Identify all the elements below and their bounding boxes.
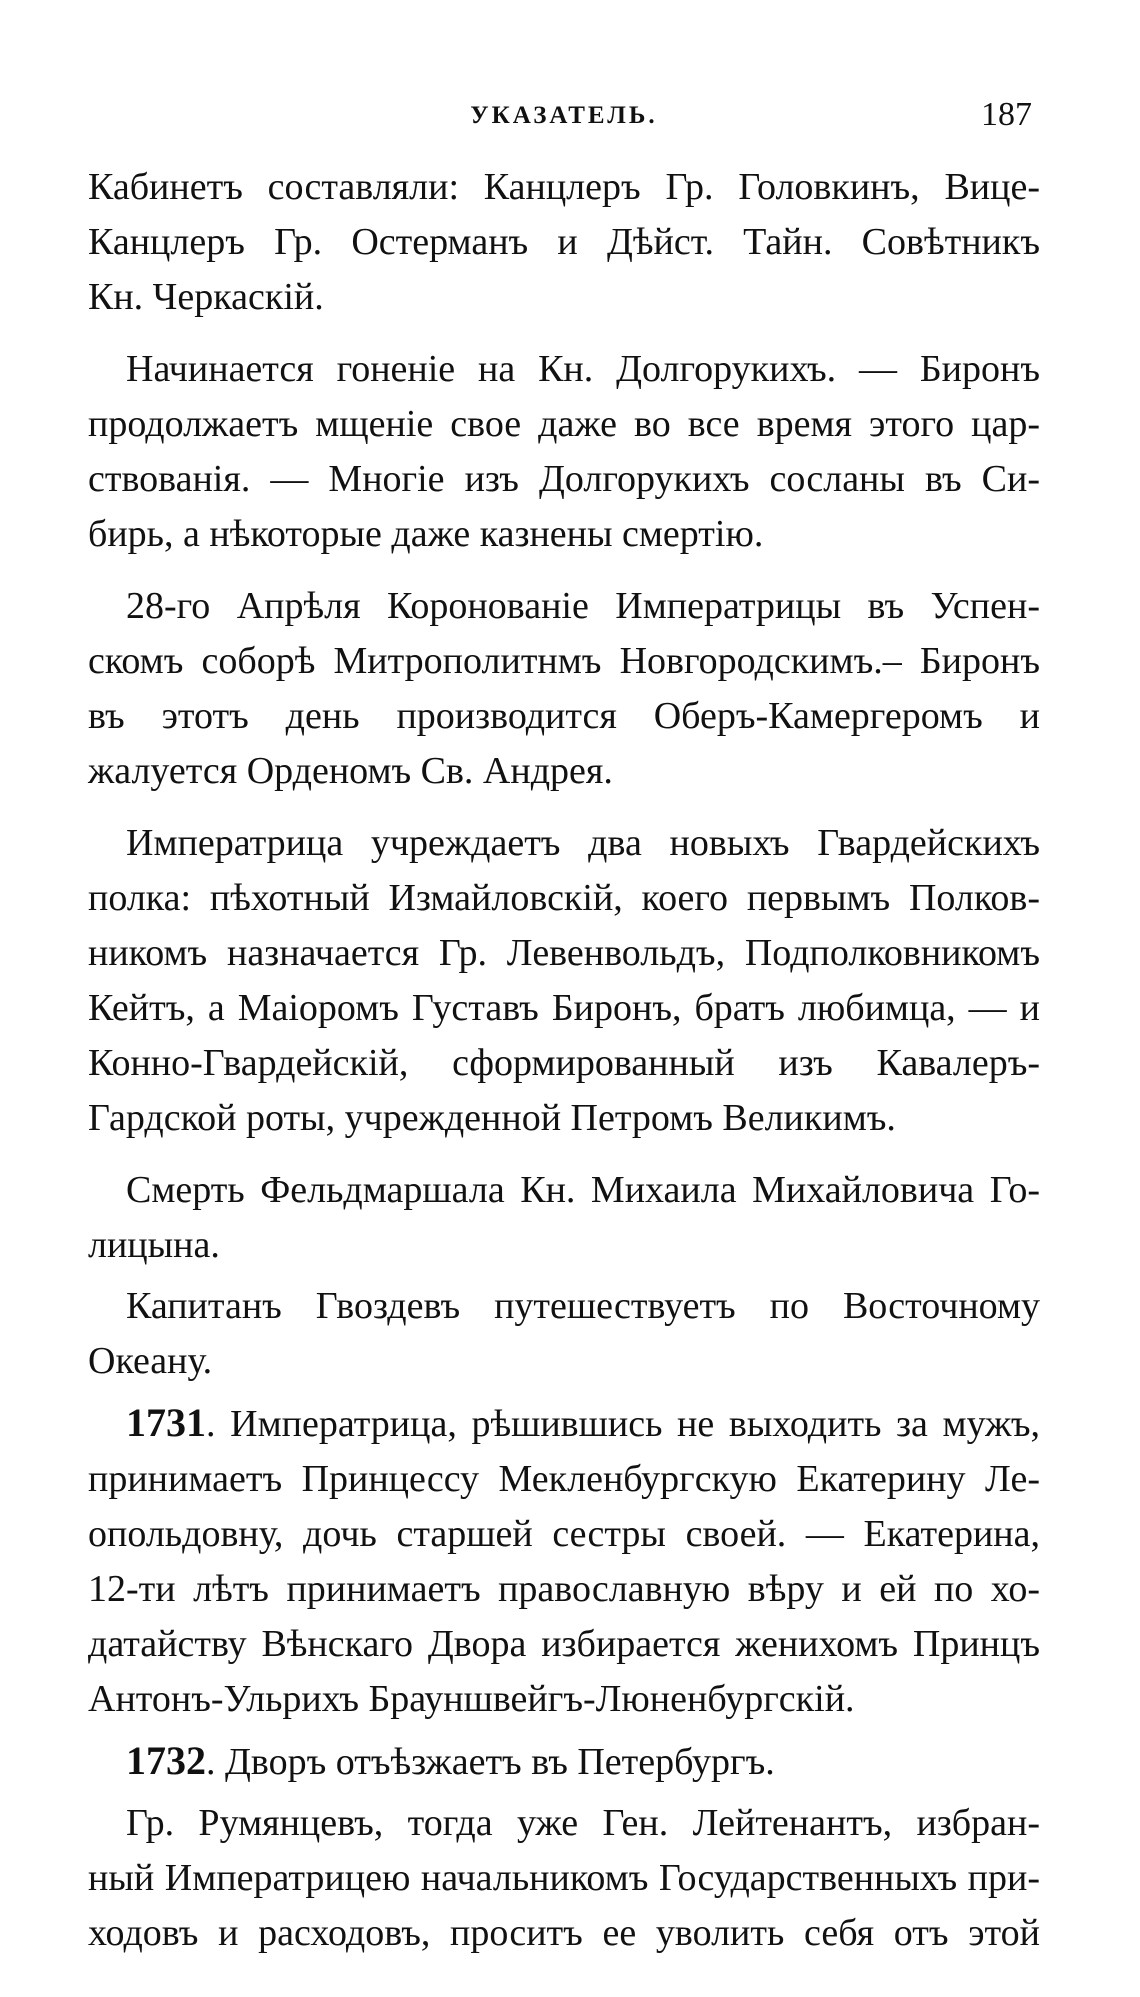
text-line: Императрица учреждаетъ два новыхъ Гвардейскихъ	[126, 822, 1040, 864]
paragraph-1732	[88, 1733, 1040, 1790]
text-line-rest: . Дворъ отъѣзжаетъ въ Петербургъ.	[206, 1741, 775, 1783]
running-head	[88, 96, 1040, 140]
text-line: Капитанъ Гвоздевъ путешествуетъ по Восточному	[126, 1285, 1040, 1327]
text-line: Начинается гоненіе на Кн. Долгорукихъ. — Биронъ	[126, 348, 1040, 390]
text-line: Антонъ-Ульрихъ Брауншвейгъ-Люненбургскій.	[88, 1678, 855, 1720]
text-line: въ этотъ день производится Оберъ-Камергеромъ и	[88, 695, 1040, 737]
year-label: 1731	[126, 1400, 206, 1445]
text-line: Гр. Румянцевъ, тогда уже Ген. Лейтенантъ, избран-	[126, 1802, 1040, 1844]
year-label: 1732	[126, 1738, 206, 1783]
text-line: 12-ти лѣтъ принимаетъ православную вѣру и ей по хо-	[88, 1568, 1040, 1610]
text-line: Кабинетъ составляли: Канцлеръ Гр. Головкинъ, Вице-	[88, 166, 1040, 208]
text-line: 28-го Апрѣля Коронованіе Императрицы въ Успен-	[126, 585, 1040, 627]
text-line: принимаетъ Принцессу Мекленбургскую Екатерину Ле-	[88, 1458, 1040, 1500]
paragraph-guards	[88, 816, 1040, 1146]
text-line: скомъ соборѣ Митрополитнмъ Новгородскимъ.– Биронъ	[88, 640, 1040, 682]
text-line: лицына.	[88, 1224, 220, 1266]
text-line: Конно-Гвардейскій, сформированный изъ Кавалеръ-	[88, 1042, 1040, 1084]
text-line: ходовъ и расходовъ, проситъ ее уволить себя отъ этой	[88, 1912, 1040, 1954]
text-line: датайству Вѣнскаго Двора избирается женихомъ Принцъ	[88, 1623, 1040, 1665]
text-line: Кейтъ, а Маіоромъ Густавъ Биронъ, братъ любимца, — и	[88, 987, 1040, 1029]
text-line: Кн. Черкаскій.	[88, 276, 324, 318]
text-line: полка: пѣхотный Измайловскій, коего первымъ Полков-	[88, 877, 1040, 919]
text-line: Океану.	[88, 1340, 213, 1382]
text-line: никомъ назначается Гр. Левенвольдъ, Подполковникомъ	[88, 932, 1040, 974]
text-line	[88, 1733, 1040, 1790]
paragraph-rumyantsev	[88, 1796, 1040, 1961]
paragraph-coronation	[88, 579, 1040, 799]
paragraph-1731	[88, 1395, 1040, 1727]
text-line: ствованія. — Многіе изъ Долгорукихъ сосланы въ Си-	[88, 458, 1040, 500]
text-line: продолжаетъ мщеніе свое даже во все время этого цар-	[88, 403, 1040, 445]
text-line: жалуется Орденомъ Св. Андрея.	[88, 750, 613, 792]
text-line: опольдовну, дочь старшей сестры своей. — Екатерина,	[88, 1513, 1040, 1555]
body-text	[88, 160, 1040, 1978]
text-line	[88, 1395, 1040, 1452]
paragraph-dolgoruky	[88, 342, 1040, 562]
paragraph-gvozdev	[88, 1279, 1040, 1389]
running-title: УКАЗАТЕЛЬ.	[470, 102, 658, 129]
paragraph-golitsyn	[88, 1163, 1040, 1273]
page-number: 187	[981, 96, 1032, 133]
text-line: Смерть Фельдмаршала Кн. Михаила Михайловича Го-	[126, 1169, 1040, 1211]
text-line: Гардской роты, учрежденной Петромъ Великимъ.	[88, 1097, 896, 1139]
text-line: Канцлеръ Гр. Остерманъ и Дѣйст. Тайн. Совѣтникъ	[88, 221, 1040, 263]
text-line-rest: . Императрица, рѣшившись не выходить за мужъ,	[206, 1403, 1040, 1445]
text-line: бирь, а нѣкоторые даже казнены смертію.	[88, 513, 764, 555]
text-line: ный Императрицею начальникомъ Государственныхъ при-	[88, 1857, 1040, 1899]
paragraph-cabinet	[88, 160, 1040, 325]
